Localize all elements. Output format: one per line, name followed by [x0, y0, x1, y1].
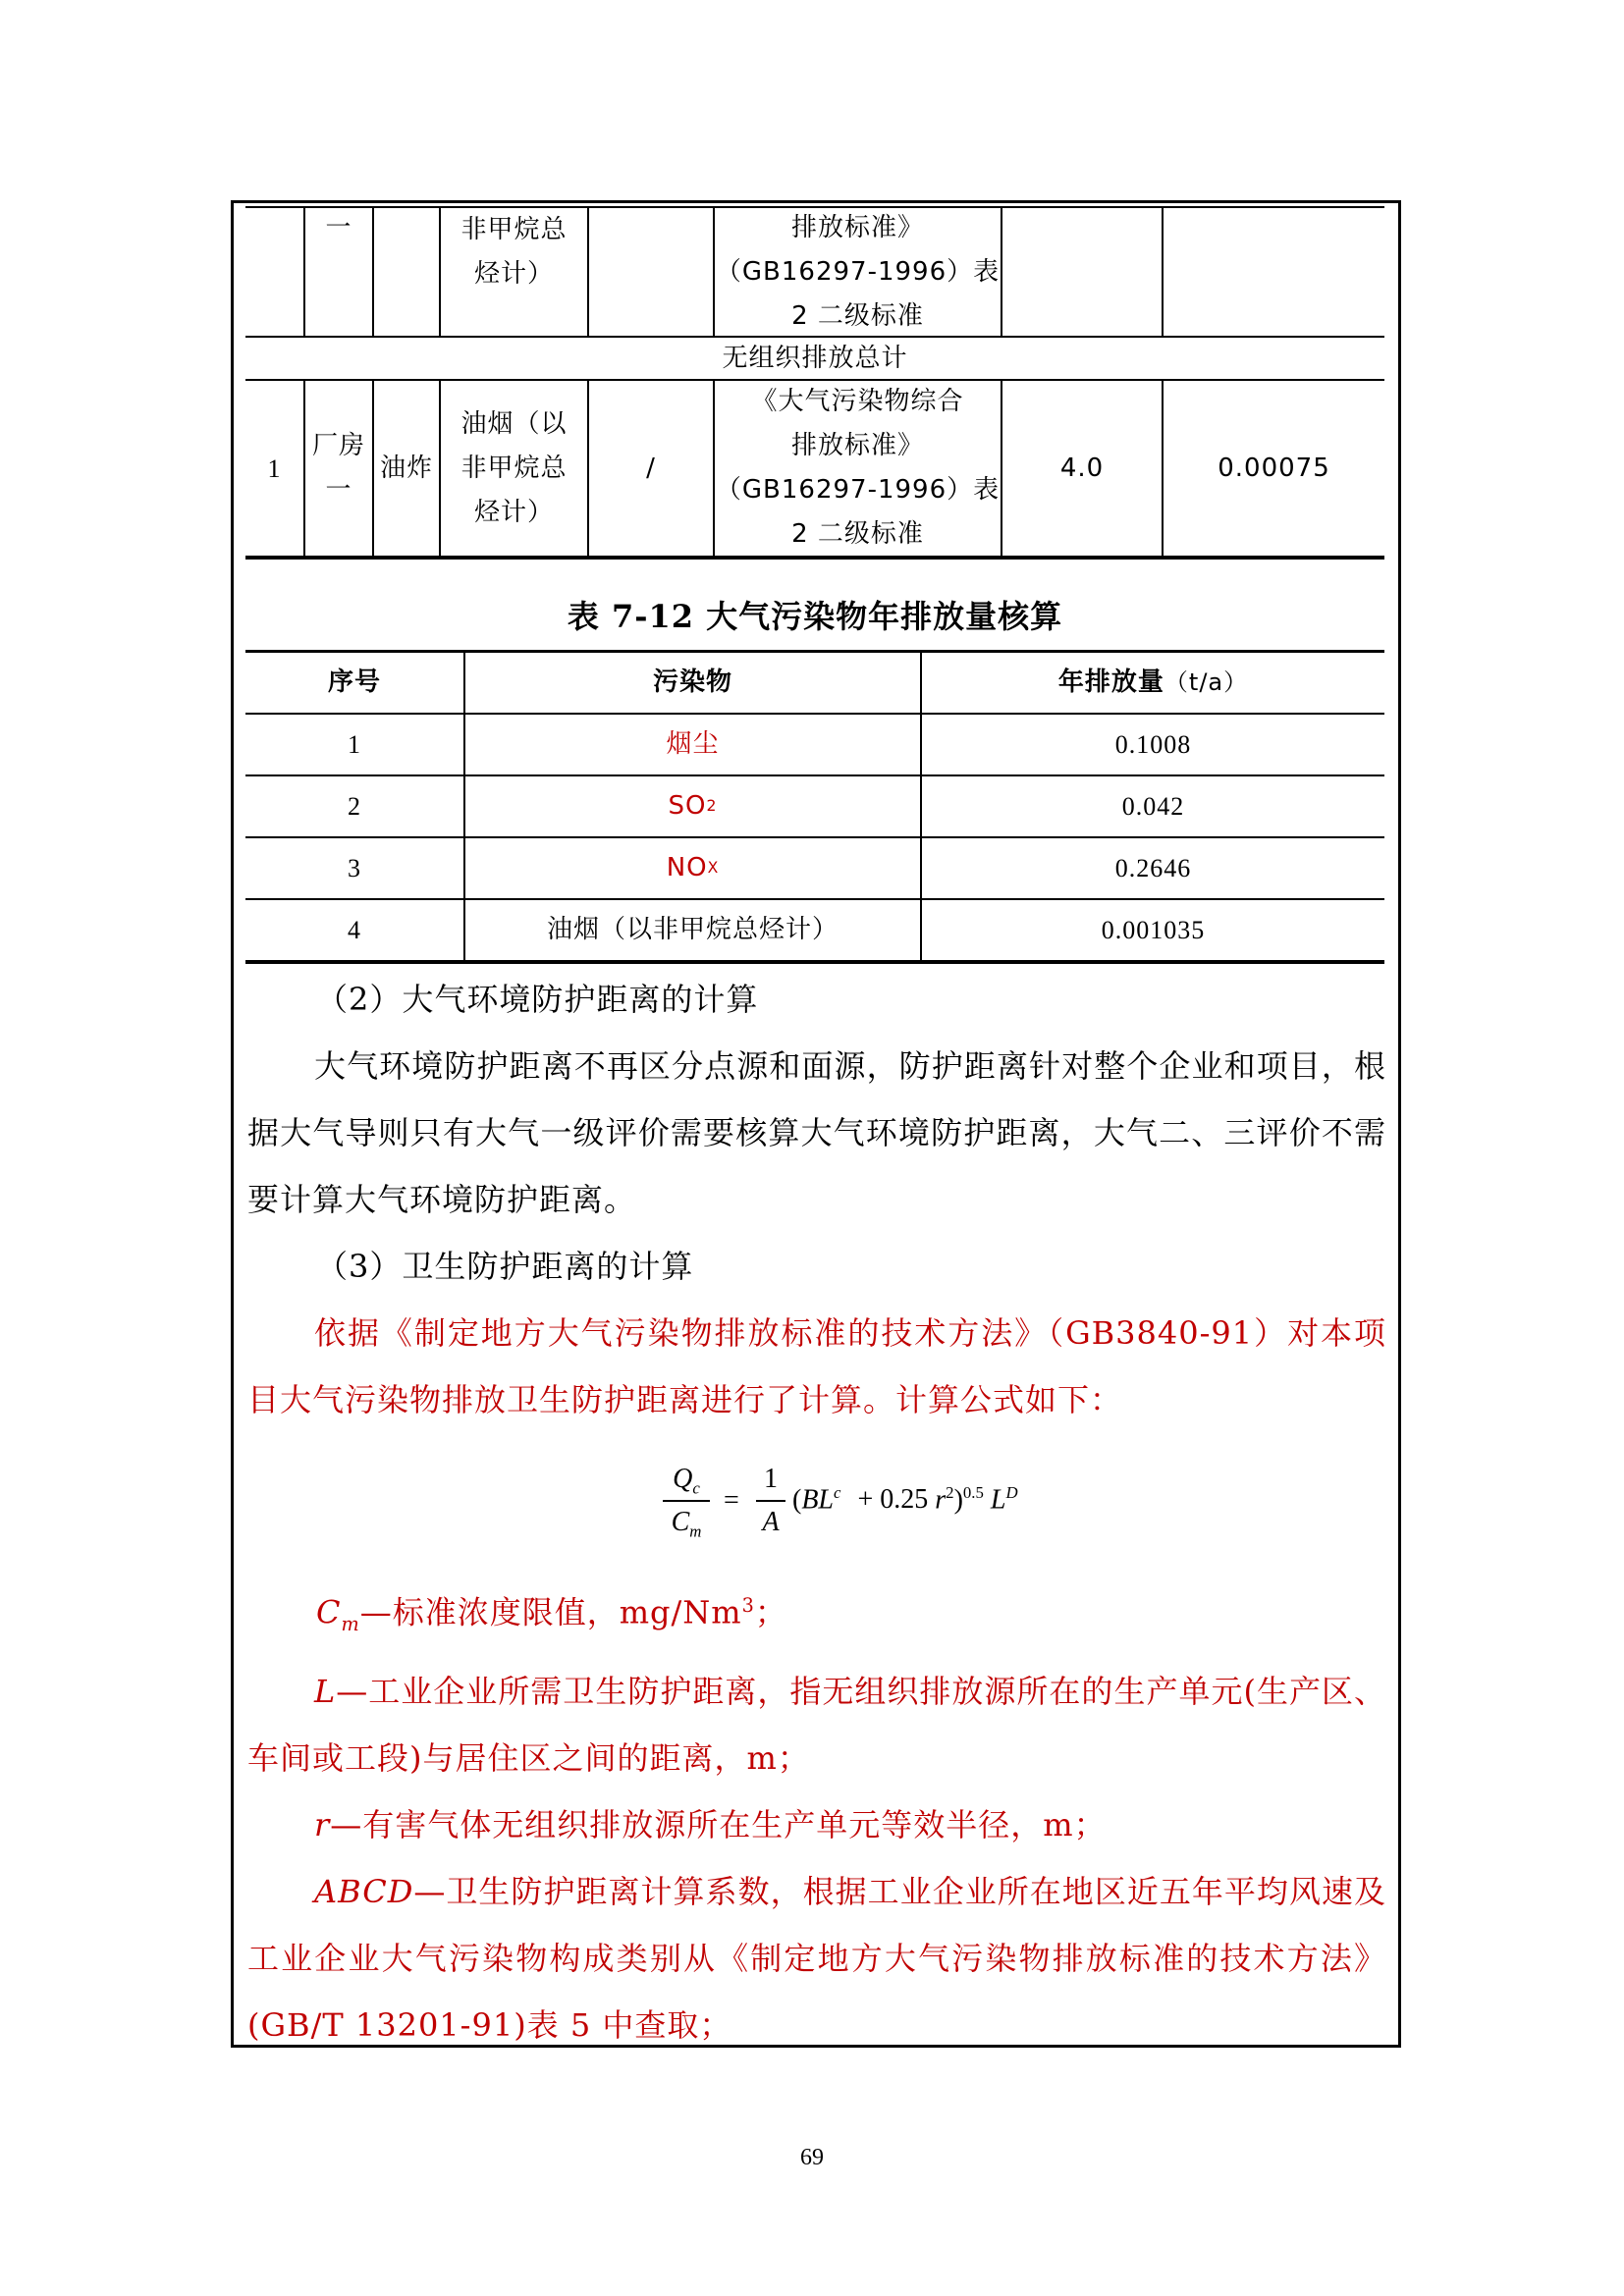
- def-cm-text: —标准浓度限值，mg/Nm: [359, 1593, 742, 1631]
- cell-prev-standard: 排放标准》 （GB16297-1996）表 2 二级标准: [715, 212, 1001, 331]
- def-l: [247, 1658, 1386, 1791]
- formula-lhs: [663, 1461, 710, 1541]
- cell-row1-rate: /: [646, 453, 656, 483]
- cell-row1-standard: 《大气污染物综合 排放标准》 （GB16297-1996）表 2 二级标准: [715, 387, 1001, 549]
- formula-l: L: [990, 1484, 1006, 1516]
- header-annual: [922, 653, 1384, 713]
- table-row-1-no: 1: [348, 730, 361, 759]
- table-row-1-pollutant: 烟尘: [666, 729, 720, 759]
- formula: [663, 1461, 1173, 1559]
- formula-eq: =: [724, 1485, 739, 1516]
- cell-row1-source: 厂房 一: [311, 431, 365, 505]
- section-3-paragraph: 依据《制定地方大气污染物排放标准的技术方法》（GB3840-91）对本项目大气污染物排放卫生防护距离进行了计算。计算公式如下：: [247, 1314, 1386, 1418]
- table-row-2-no: 2: [348, 792, 361, 821]
- cell-row1-process: 油炸: [379, 453, 433, 483]
- def-cm-end: ；: [754, 1593, 787, 1631]
- def-abcd-text: —卫生防护距离计算系数，根据工业企业所在地区近五年平均风速及工业企业大气污染物构成类别从《制定地方大气污染物排放标准的技术方法》(GB/T 13201-91)表 5 中查取；: [247, 1873, 1386, 2045]
- table-row-4-pollutant: 油烟（以非甲烷总烃计）: [546, 915, 839, 944]
- def-abcd: [247, 1858, 1386, 2058]
- page-number: 69: [800, 2145, 824, 2170]
- formula-q: Q: [673, 1464, 693, 1494]
- table-row-3-no: 3: [348, 854, 361, 882]
- formula-bl: BL: [801, 1484, 835, 1516]
- def-r-text: —有害气体无组织排放源所在生产单元等效半径，m；: [330, 1806, 1107, 1844]
- def-cm-symbol: C: [316, 1593, 342, 1631]
- cell-row1-pollutant: 油烟（以 非甲烷总 烃计）: [460, 408, 568, 527]
- table-row-3-value: 0.2646: [1114, 854, 1192, 882]
- table-row-2-value: 0.042: [1121, 792, 1185, 821]
- cell-row1-no: 1: [267, 454, 282, 483]
- section-2-heading: （2）大气环境防护距离的计算: [316, 981, 759, 1018]
- def-l-symbol: L: [314, 1673, 337, 1711]
- cell-row1-emission: 0.00075: [1218, 453, 1330, 483]
- header-annual-label: 年排放量: [1057, 667, 1164, 697]
- cell-row1-limit: 4.0: [1059, 453, 1105, 483]
- table-row-1-value: 0.1008: [1114, 730, 1192, 759]
- formula-c: C: [671, 1507, 690, 1537]
- definitions: [247, 1573, 1386, 2058]
- def-cm: [247, 1573, 1386, 1658]
- section-3-heading: （3）卫生防护距离的计算: [316, 1248, 694, 1285]
- formula-open: (: [792, 1484, 802, 1516]
- so2-sub: 2: [706, 797, 718, 815]
- subtotal-label: 无组织排放总计: [722, 343, 908, 373]
- formula-c-exp: c: [834, 1483, 841, 1502]
- table-row-3-pollutant: [465, 838, 920, 898]
- so2-main: SO: [668, 791, 707, 821]
- nox-main: NO: [666, 853, 708, 882]
- table-row-4-value: 0.001035: [1101, 916, 1206, 944]
- def-abcd-symbol: ABCD: [314, 1873, 414, 1911]
- header-annual-unit: （t/a）: [1164, 668, 1249, 696]
- nox-sub: X: [707, 859, 720, 877]
- table-row-2-pollutant: [465, 776, 920, 836]
- cell-prev-pollutant: 非甲烷总 烃计）: [460, 215, 568, 289]
- formula-r-exp: 2: [946, 1483, 954, 1502]
- def-l-text: —工业企业所需卫生防护距离，指无组织排放源所在的生产单元(生产区、车间或工段)与居住区之间的距离，m；: [247, 1673, 1386, 1778]
- formula-a: A: [762, 1507, 780, 1537]
- formula-one: 1: [764, 1464, 778, 1494]
- section-2-paragraph: 大气环境防护距离不再区分点源和面源，防护距离针对整个企业和项目，根据大气导则只有大气一级评价需要核算大气环境防护距离，大气二、三评价不需要计算大气环境防护距离。: [247, 1047, 1386, 1218]
- formula-plus: + 0.25: [857, 1484, 929, 1516]
- def-r-symbol: r: [314, 1806, 331, 1844]
- def-cm-sub: m: [341, 1613, 360, 1636]
- formula-body: [792, 1483, 1018, 1516]
- section-2: [247, 966, 1386, 1433]
- formula-d-exp: D: [1005, 1483, 1018, 1502]
- formula-c-sub: m: [689, 1522, 702, 1541]
- formula-q-sub: c: [692, 1478, 700, 1498]
- cell-prev-col2: 一: [325, 212, 352, 242]
- formula-frac: [756, 1461, 785, 1541]
- table-row-4-no: 4: [348, 916, 361, 944]
- formula-r: r: [935, 1484, 947, 1516]
- header-pollutant: 污染物: [652, 667, 732, 697]
- formula-pow: 0.5: [962, 1483, 984, 1502]
- formula-close: ): [953, 1484, 963, 1516]
- header-no: 序号: [327, 667, 381, 697]
- table-7-12-title: 表 7-12 大气污染物年排放量核算: [567, 598, 1063, 635]
- def-cm-sup: 3: [741, 1594, 755, 1617]
- def-r: [247, 1791, 1386, 1858]
